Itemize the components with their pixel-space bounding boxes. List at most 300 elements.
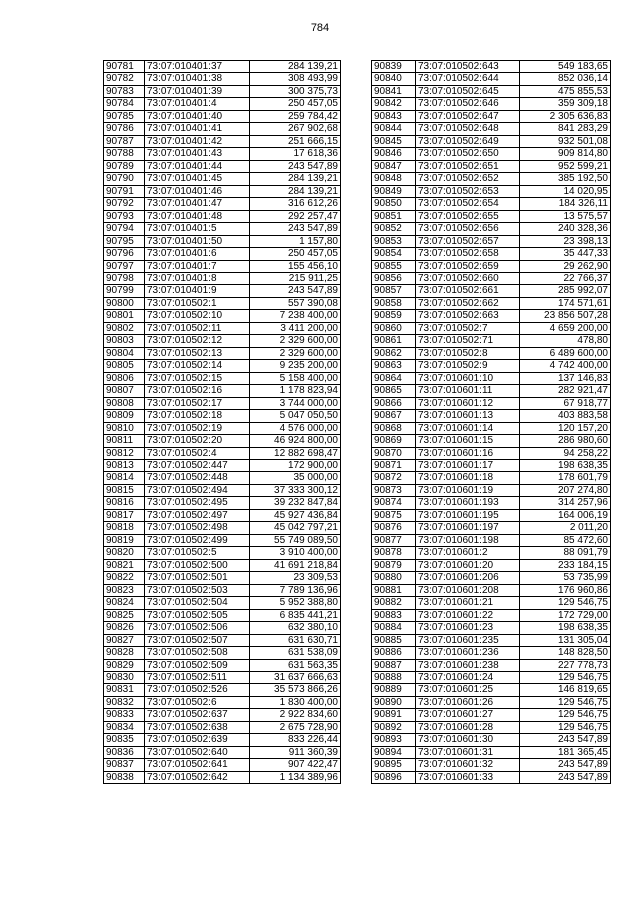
cadastral-value: 282 921,47 [520, 385, 611, 397]
cadastral-value: 907 422,47 [250, 759, 341, 771]
row-number: 90887 [372, 659, 416, 671]
row-number: 90835 [104, 734, 145, 746]
row-number: 90871 [372, 460, 416, 472]
table-row [104, 472, 341, 484]
cadastral-number: 73:07:010502:640 [145, 746, 250, 758]
table-row [372, 310, 611, 322]
row-number: 90829 [104, 659, 145, 671]
table-row [104, 647, 341, 659]
cadastral-value: 35 573 866,26 [250, 684, 341, 696]
cadastral-number: 73:07:010502:71 [416, 335, 520, 347]
cadastral-number: 73:07:010601:18 [416, 472, 520, 484]
cadastral-value: 227 778,73 [520, 659, 611, 671]
table-row [104, 360, 341, 372]
row-number: 90893 [372, 734, 416, 746]
row-number: 90793 [104, 210, 145, 222]
cadastral-number: 73:07:010502:663 [416, 310, 520, 322]
cadastral-value: 631 563,35 [250, 659, 341, 671]
table-row [372, 622, 611, 634]
table-row [104, 385, 341, 397]
cadastral-value: 286 980,60 [520, 435, 611, 447]
cadastral-value: 243 547,89 [520, 734, 611, 746]
cadastral-value: 1 178 823,94 [250, 385, 341, 397]
cadastral-value: 250 457,05 [250, 248, 341, 260]
table-row [104, 559, 341, 571]
cadastral-value: 475 855,53 [520, 85, 611, 97]
cadastral-number: 73:07:010502:494 [145, 484, 250, 496]
row-number: 90804 [104, 347, 145, 359]
row-number: 90827 [104, 634, 145, 646]
cadastral-number: 73:07:010502:651 [416, 160, 520, 172]
cadastral-value: 215 911,25 [250, 272, 341, 284]
row-number: 90830 [104, 671, 145, 683]
cadastral-number: 73:07:010502:18 [145, 410, 250, 422]
cadastral-value: 35 447,33 [520, 248, 611, 260]
table-row [372, 173, 611, 185]
cadastral-number: 73:07:010601:11 [416, 385, 520, 397]
row-number: 90796 [104, 248, 145, 260]
row-number: 90841 [372, 85, 416, 97]
cadastral-value: 284 139,21 [250, 185, 341, 197]
row-number: 90838 [104, 771, 145, 783]
cadastral-number: 73:07:010502:14 [145, 360, 250, 372]
cadastral-value: 23 309,53 [250, 572, 341, 584]
row-number: 90853 [372, 235, 416, 247]
cadastral-number: 73:07:010502:501 [145, 572, 250, 584]
row-number: 90850 [372, 198, 416, 210]
cadastral-number: 73:07:010601:32 [416, 759, 520, 771]
row-number: 90857 [372, 285, 416, 297]
cadastral-value: 284 139,21 [250, 173, 341, 185]
table-row [104, 522, 341, 534]
row-number: 90852 [372, 223, 416, 235]
row-number: 90863 [372, 360, 416, 372]
cadastral-number: 73:07:010502:654 [416, 198, 520, 210]
row-number: 90807 [104, 385, 145, 397]
row-number: 90811 [104, 435, 145, 447]
cadastral-value: 632 380,10 [250, 622, 341, 634]
table-row [372, 110, 611, 122]
table-row [104, 609, 341, 621]
table-row [104, 671, 341, 683]
table-row [104, 248, 341, 260]
table-row [104, 123, 341, 135]
row-number: 90858 [372, 297, 416, 309]
row-number: 90840 [372, 73, 416, 85]
cadastral-number: 73:07:010502:526 [145, 684, 250, 696]
cadastral-number: 73:07:010502:13 [145, 347, 250, 359]
cadastral-value: 4 742 400,00 [520, 360, 611, 372]
row-number: 90818 [104, 522, 145, 534]
cadastral-number: 73:07:010502:504 [145, 597, 250, 609]
cadastral-number: 73:07:010502:638 [145, 721, 250, 733]
table-row [104, 447, 341, 459]
row-number: 90865 [372, 385, 416, 397]
cadastral-value: 3 411 200,00 [250, 322, 341, 334]
cadastral-value: 129 546,75 [520, 709, 611, 721]
cadastral-number: 73:07:010502:17 [145, 397, 250, 409]
table-row [372, 260, 611, 272]
cadastral-value: 7 238 400,00 [250, 310, 341, 322]
cadastral-value: 129 546,75 [520, 696, 611, 708]
cadastral-number: 73:07:010502:507 [145, 634, 250, 646]
cadastral-value: 5 047 050,50 [250, 410, 341, 422]
cadastral-number: 73:07:010601:193 [416, 497, 520, 509]
cadastral-number: 73:07:010502:19 [145, 422, 250, 434]
cadastral-value: 952 599,21 [520, 160, 611, 172]
cadastral-value: 911 360,39 [250, 746, 341, 758]
table-row [104, 509, 341, 521]
table-row [104, 721, 341, 733]
row-number: 90888 [372, 671, 416, 683]
table-row [372, 472, 611, 484]
cadastral-number: 73:07:010601:17 [416, 460, 520, 472]
cadastral-number: 73:07:010401:42 [145, 135, 250, 147]
table-row [104, 410, 341, 422]
table-row [372, 671, 611, 683]
row-number: 90864 [372, 372, 416, 384]
table-row [104, 460, 341, 472]
cadastral-value: 88 091,79 [520, 547, 611, 559]
row-number: 90787 [104, 135, 145, 147]
table-row [104, 185, 341, 197]
cadastral-number: 73:07:010601:206 [416, 572, 520, 584]
cadastral-number: 73:07:010601:12 [416, 397, 520, 409]
row-number: 90846 [372, 148, 416, 160]
row-number: 90809 [104, 410, 145, 422]
cadastral-number: 73:07:010502:645 [416, 85, 520, 97]
row-number: 90834 [104, 721, 145, 733]
table-row [104, 597, 341, 609]
table-row [104, 272, 341, 284]
cadastral-number: 73:07:010502:657 [416, 235, 520, 247]
cadastral-value: 146 819,65 [520, 684, 611, 696]
row-number: 90854 [372, 248, 416, 260]
cadastral-value: 23 856 507,28 [520, 310, 611, 322]
row-number: 90800 [104, 297, 145, 309]
cadastral-number: 73:07:010502:20 [145, 435, 250, 447]
row-number: 90882 [372, 597, 416, 609]
cadastral-number: 73:07:010502:6 [145, 696, 250, 708]
cadastral-value: 184 326,11 [520, 198, 611, 210]
cadastral-value: 292 257,47 [250, 210, 341, 222]
cadastral-value: 198 638,35 [520, 622, 611, 634]
table-row [104, 709, 341, 721]
cadastral-value: 243 547,89 [250, 285, 341, 297]
table-row [104, 260, 341, 272]
cadastral-value: 284 139,21 [250, 61, 341, 73]
row-number: 90867 [372, 410, 416, 422]
row-number: 90813 [104, 460, 145, 472]
cadastral-value: 243 547,89 [520, 771, 611, 783]
table-row [372, 198, 611, 210]
table-row [372, 410, 611, 422]
row-number: 90848 [372, 173, 416, 185]
row-number: 90860 [372, 322, 416, 334]
cadastral-number: 73:07:010401:4 [145, 98, 250, 110]
cadastral-number: 73:07:010601:198 [416, 534, 520, 546]
cadastral-value: 37 333 300,12 [250, 484, 341, 496]
cadastral-number: 73:07:010502:4 [145, 447, 250, 459]
row-number: 90794 [104, 223, 145, 235]
table-row [104, 759, 341, 771]
cadastral-number: 73:07:010502:1 [145, 297, 250, 309]
cadastral-number: 73:07:010502:644 [416, 73, 520, 85]
cadastral-value: 39 232 847,84 [250, 497, 341, 509]
row-number: 90869 [372, 435, 416, 447]
row-number: 90789 [104, 160, 145, 172]
cadastral-number: 73:07:010502:642 [145, 771, 250, 783]
left-register-table [103, 60, 341, 784]
cadastral-value: 478,80 [520, 335, 611, 347]
row-number: 90815 [104, 484, 145, 496]
table-row [372, 696, 611, 708]
cadastral-value: 31 637 666,63 [250, 671, 341, 683]
table-row [372, 597, 611, 609]
right-table-body [372, 61, 611, 784]
row-number: 90856 [372, 272, 416, 284]
cadastral-number: 73:07:010601:13 [416, 410, 520, 422]
table-row [372, 721, 611, 733]
row-number: 90802 [104, 322, 145, 334]
table-row [372, 347, 611, 359]
cadastral-value: 2 329 600,00 [250, 347, 341, 359]
row-number: 90849 [372, 185, 416, 197]
table-row [104, 223, 341, 235]
row-number: 90877 [372, 534, 416, 546]
cadastral-value: 85 472,60 [520, 534, 611, 546]
cadastral-number: 73:07:010601:15 [416, 435, 520, 447]
cadastral-number: 73:07:010601:30 [416, 734, 520, 746]
cadastral-number: 73:07:010502:658 [416, 248, 520, 260]
table-row [104, 347, 341, 359]
table-row [372, 572, 611, 584]
cadastral-number: 73:07:010601:25 [416, 684, 520, 696]
cadastral-value: 41 691 218,84 [250, 559, 341, 571]
table-row [104, 322, 341, 334]
cadastral-number: 73:07:010601:23 [416, 622, 520, 634]
cadastral-value: 129 546,75 [520, 597, 611, 609]
table-row [372, 746, 611, 758]
row-number: 90845 [372, 135, 416, 147]
cadastral-value: 13 575,57 [520, 210, 611, 222]
cadastral-value: 385 192,50 [520, 173, 611, 185]
cadastral-number: 73:07:010502:11 [145, 322, 250, 334]
cadastral-number: 73:07:010401:43 [145, 148, 250, 160]
cadastral-number: 73:07:010502:659 [416, 260, 520, 272]
cadastral-value: 2 922 834,60 [250, 709, 341, 721]
table-row [372, 210, 611, 222]
row-number: 90837 [104, 759, 145, 771]
table-row [372, 385, 611, 397]
page-number: 784 [310, 22, 330, 34]
table-row [104, 160, 341, 172]
table-row [104, 572, 341, 584]
cadastral-value: 155 456,10 [250, 260, 341, 272]
cadastral-number: 73:07:010401:47 [145, 198, 250, 210]
cadastral-number: 73:07:010601:33 [416, 771, 520, 783]
table-row [372, 422, 611, 434]
row-number: 90819 [104, 534, 145, 546]
cadastral-value: 17 618,36 [250, 148, 341, 160]
row-number: 90868 [372, 422, 416, 434]
row-number: 90836 [104, 746, 145, 758]
row-number: 90781 [104, 61, 145, 73]
cadastral-value: 22 766,37 [520, 272, 611, 284]
row-number: 90866 [372, 397, 416, 409]
cadastral-value: 176 960,86 [520, 584, 611, 596]
cadastral-number: 73:07:010502:499 [145, 534, 250, 546]
cadastral-number: 73:07:010601:24 [416, 671, 520, 683]
table-row [372, 185, 611, 197]
cadastral-number: 73:07:010502:497 [145, 509, 250, 521]
right-register-table [371, 60, 611, 784]
table-row [372, 61, 611, 73]
cadastral-value: 55 749 089,50 [250, 534, 341, 546]
cadastral-number: 73:07:010502:506 [145, 622, 250, 634]
cadastral-value: 53 735,99 [520, 572, 611, 584]
cadastral-number: 73:07:010601:20 [416, 559, 520, 571]
row-number: 90806 [104, 372, 145, 384]
cadastral-value: 12 882 698,47 [250, 447, 341, 459]
cadastral-value: 4 659 200,00 [520, 322, 611, 334]
cadastral-number: 73:07:010502:637 [145, 709, 250, 721]
cadastral-value: 1 134 389,96 [250, 771, 341, 783]
row-number: 90851 [372, 210, 416, 222]
table-row [372, 659, 611, 671]
table-row [372, 85, 611, 97]
cadastral-number: 73:07:010502:511 [145, 671, 250, 683]
row-number: 90873 [372, 484, 416, 496]
cadastral-number: 73:07:010401:9 [145, 285, 250, 297]
cadastral-number: 73:07:010601:236 [416, 647, 520, 659]
table-row [372, 534, 611, 546]
cadastral-number: 73:07:010601:195 [416, 509, 520, 521]
cadastral-value: 178 601,79 [520, 472, 611, 484]
cadastral-value: 852 036,14 [520, 73, 611, 85]
row-number: 90895 [372, 759, 416, 771]
row-number: 90798 [104, 272, 145, 284]
cadastral-number: 73:07:010601:10 [416, 372, 520, 384]
row-number: 90797 [104, 260, 145, 272]
cadastral-number: 73:07:010502:508 [145, 647, 250, 659]
table-row [372, 647, 611, 659]
cadastral-value: 9 235 200,00 [250, 360, 341, 372]
table-row [372, 335, 611, 347]
table-row [372, 584, 611, 596]
cadastral-value: 181 365,45 [520, 746, 611, 758]
cadastral-number: 73:07:010502:9 [416, 360, 520, 372]
table-row [104, 98, 341, 110]
table-row [104, 584, 341, 596]
row-number: 90847 [372, 160, 416, 172]
table-row [104, 148, 341, 160]
table-row [104, 210, 341, 222]
row-number: 90826 [104, 622, 145, 634]
table-row [372, 447, 611, 459]
row-number: 90879 [372, 559, 416, 571]
table-row [104, 335, 341, 347]
cadastral-value: 549 183,65 [520, 61, 611, 73]
table-row [372, 123, 611, 135]
cadastral-number: 73:07:010502:660 [416, 272, 520, 284]
cadastral-value: 5 158 400,00 [250, 372, 341, 384]
cadastral-value: 2 675 728,90 [250, 721, 341, 733]
row-number: 90791 [104, 185, 145, 197]
row-number: 90801 [104, 310, 145, 322]
table-row [104, 135, 341, 147]
cadastral-number: 73:07:010401:5 [145, 223, 250, 235]
table-row [372, 285, 611, 297]
table-row [104, 397, 341, 409]
cadastral-value: 67 918,77 [520, 397, 611, 409]
cadastral-number: 73:07:010502:652 [416, 173, 520, 185]
cadastral-value: 267 902,68 [250, 123, 341, 135]
cadastral-value: 207 274,80 [520, 484, 611, 496]
cadastral-number: 73:07:010601:14 [416, 422, 520, 434]
cadastral-value: 233 184,15 [520, 559, 611, 571]
table-row [104, 534, 341, 546]
table-row [372, 235, 611, 247]
table-row [372, 609, 611, 621]
cadastral-number: 73:07:010601:21 [416, 597, 520, 609]
table-row [372, 160, 611, 172]
cadastral-number: 73:07:010502:495 [145, 497, 250, 509]
cadastral-value: 243 547,89 [250, 223, 341, 235]
cadastral-number: 73:07:010401:44 [145, 160, 250, 172]
cadastral-value: 23 398,13 [520, 235, 611, 247]
cadastral-value: 259 784,42 [250, 110, 341, 122]
row-number: 90843 [372, 110, 416, 122]
cadastral-number: 73:07:010601:26 [416, 696, 520, 708]
row-number: 90885 [372, 634, 416, 646]
row-number: 90828 [104, 647, 145, 659]
cadastral-number: 73:07:010401:38 [145, 73, 250, 85]
cadastral-number: 73:07:010401:6 [145, 248, 250, 260]
cadastral-value: 164 006,19 [520, 509, 611, 521]
cadastral-number: 73:07:010502:12 [145, 335, 250, 347]
table-row [372, 73, 611, 85]
row-number: 90803 [104, 335, 145, 347]
row-number: 90783 [104, 85, 145, 97]
cadastral-value: 243 547,89 [250, 160, 341, 172]
cadastral-value: 3 910 400,00 [250, 547, 341, 559]
cadastral-value: 94 258,22 [520, 447, 611, 459]
row-number: 90831 [104, 684, 145, 696]
table-row [104, 422, 341, 434]
row-number: 90824 [104, 597, 145, 609]
table-row [372, 372, 611, 384]
cadastral-number: 73:07:010502:646 [416, 98, 520, 110]
cadastral-number: 73:07:010601:22 [416, 609, 520, 621]
row-number: 90792 [104, 198, 145, 210]
table-row [372, 135, 611, 147]
cadastral-number: 73:07:010502:662 [416, 297, 520, 309]
table-row [372, 460, 611, 472]
row-number: 90859 [372, 310, 416, 322]
table-row [372, 634, 611, 646]
cadastral-value: 6 835 441,21 [250, 609, 341, 621]
row-number: 90832 [104, 696, 145, 708]
row-number: 90821 [104, 559, 145, 571]
table-row [104, 734, 341, 746]
cadastral-number: 73:07:010401:48 [145, 210, 250, 222]
cadastral-value: 308 493,99 [250, 73, 341, 85]
table-row [104, 771, 341, 783]
cadastral-value: 240 328,36 [520, 223, 611, 235]
table-row [372, 148, 611, 160]
cadastral-value: 7 789 136,96 [250, 584, 341, 596]
